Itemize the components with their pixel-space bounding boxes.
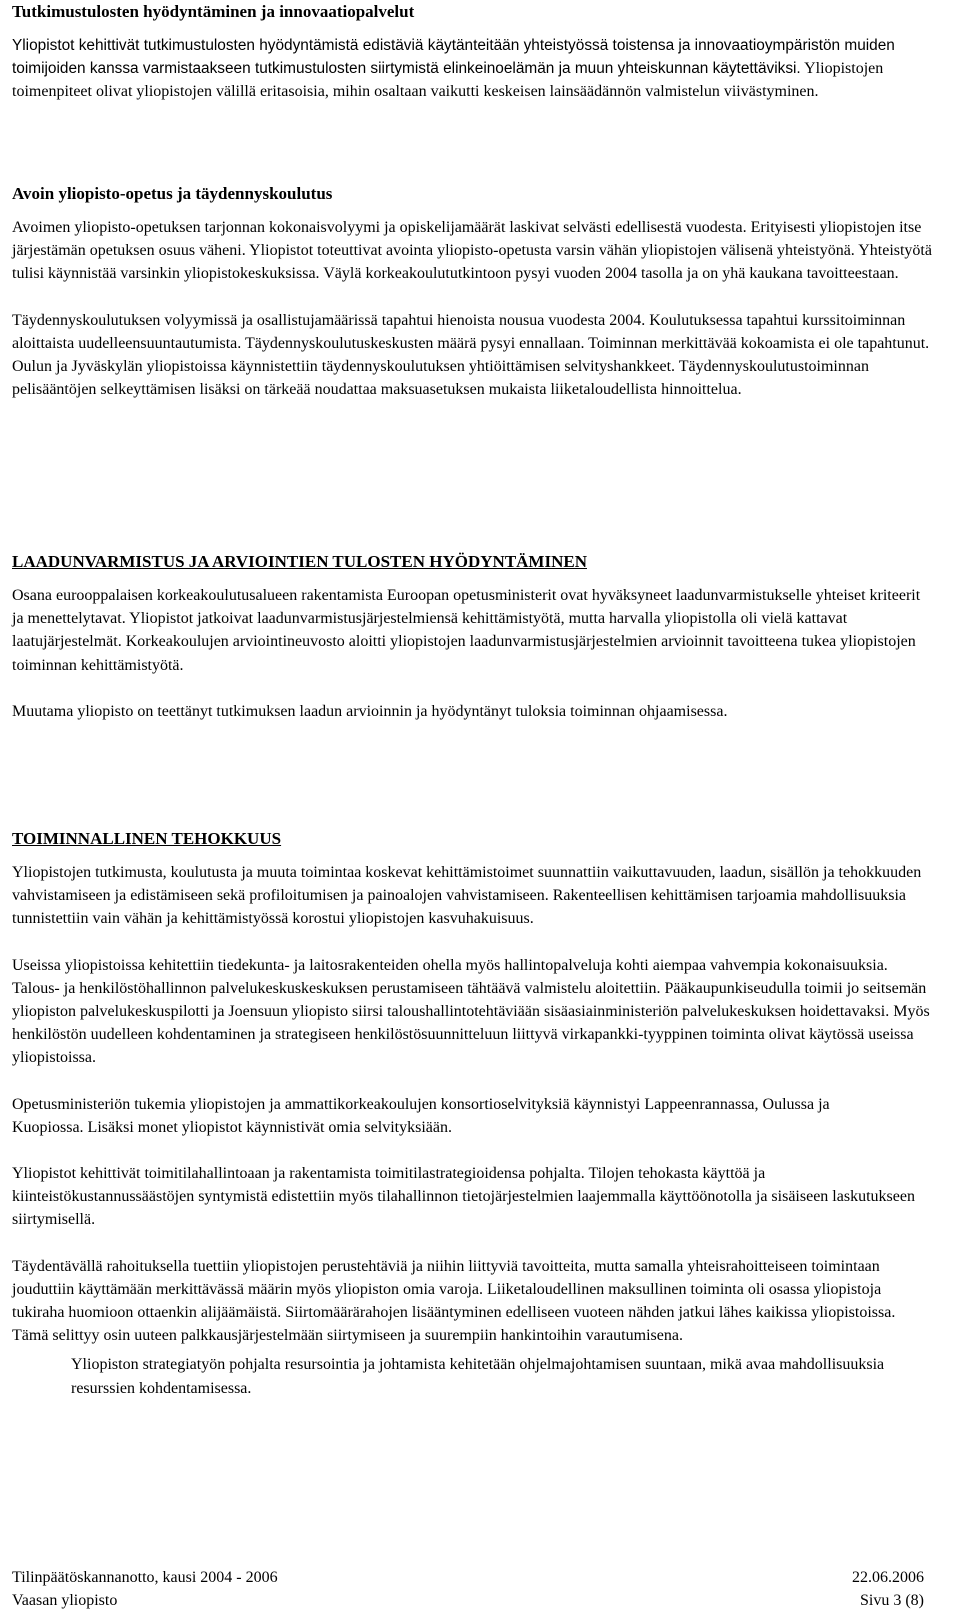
section-heading: LAADUNVARMISTUS JA ARVIOINTIEN TULOSTEN HYÖDYNTÄMINEN (12, 552, 587, 571)
paragraph: Useissa yliopistoissa kehitettiin tiedekunta- ja laitosrakenteiden ohella myös hallintopalveluja kohti aiempaa vahvempia kokonaisuuksia. Talous- ja henkilöstöhallinnon palvelukeskuskeskuksen perustamiseen tähtäävä valmistelu aloitettiin. Pääkaupunkiseudulla toimii jo seitsemän yliopiston palvelukeskuspilotti ja Joensuun yliopisto siirsi taloushallintotehtäviään sisäasiainministeriön palvelukeskuksen hoidettavaksi. Myös henkilöstön uudelleen kohdentaminen ja strategiseen henkilöstösuunnitteluun liittyvä virkapankki-tyyppinen toiminta olivat käytössä useissa yliopistoissa. (12, 956, 930, 1067)
section-operational-efficiency (12, 828, 930, 1400)
section-research-utilization (12, 0, 948, 104)
footer-row (12, 1589, 924, 1612)
section-quality-assurance (12, 551, 922, 723)
footer-date: 22.06.2006 (852, 1569, 924, 1586)
paragraph: Yliopistojen tutkimusta, koulutusta ja muuta toimintaa koskevat kehittämistoimet suunnattiin vaikuttavuuden, laadun, sisällön ja tehokkuuden vahvistamiseen ja edistämiseen sekä profiloitumisen ja painoalojen vahvistamiseen. Rakenteellisen kehittämisen tarjoamia mahdollisuuksia tunnistettiin vain vähän ja kehittämistyössä korostui yliopistojen kasvuhakuisuus. (12, 864, 922, 928)
indented-paragraph: Yliopiston strategiatyön pohjalta resursointia ja johtamista kehitetään ohjelmajohtamisen suuntaan, mikä avaa mahdollisuuksia resurssien kohdentamisessa. (71, 1356, 885, 1397)
paragraph: Opetusministeriön tukemia yliopistojen ja ammattikorkeakoulujen konsortioselvityksiä käynnistyi Lappeenrannassa, Oulussa ja Kuopiossa. Lisäksi monet yliopistot käynnistivät omia selvityksiään. (12, 1095, 830, 1136)
section-heading: TOIMINNALLINEN TEHOKKUUS (12, 829, 282, 848)
section-open-university (12, 183, 932, 401)
section-heading: Avoin yliopisto-opetus ja täydennyskoulutus (12, 184, 333, 203)
paragraph: Yliopistot kehittivät toimitilahallintoaan ja rakentamista toimitilastrategioidensa pohjalta. Tilojen tehokasta käyttöä ja kiinteistökustannussäästöjen syntymistä edistettiin myös tilahallinnon tietojärjestelmien laajemmalla käyttöönotolla ja sisäiseen laskutukseen siirtymisellä. (12, 1165, 915, 1229)
page-footer (12, 1566, 924, 1612)
paragraph: Täydentävällä rahoituksella tuettiin yliopistojen perustehtäviä ja niihin liittyviä tavoitteita, mutta samalla yhteisrahoitteiseen toimintaan jouduttiin käyttämään merkittävässä määrin myös yliopiston omia varoja. Liiketaloudellinen maksullinen toiminta oli osassa yliopistoja tukiraha huomioon ottaenkin alijäämäistä. Siirtomäärärahojen lisääntyminen edelliseen vuoteen nähden jatkui lähes kaikissa yliopistoissa. Tämä selittyy osin uuteen palkkausjärjestelmään siirtymiseen ja suurempiin hankintoihin varautumisena. (12, 1257, 896, 1345)
paragraph: Yliopistot kehittivät tutkimustulosten hyödyntämistä edistäviä käytänteitään yhteistyössä toistensa ja innovaatioympäristön muiden toimijoiden kanssa varmistaakseen tutkimustulosten siirtymistä elinkeinoelämän ja muun yhteiskunnan käytettäviksi. Yliopistojen toimenpiteet olivat yliopistojen välillä eritasoisia, mihin osaltaan vaikutti keskeisen lainsäädännön valmistelun viivästyminen. (12, 37, 895, 101)
paragraph: Osana eurooppalaisen korkeakoulutusalueen rakentamista Euroopan opetusministerit ovat hyväksyneet laadunvarmistukselle yhteiset kriteerit ja menettelytavat. Yliopistot jatkoivat laadunvarmistusjärjestelmiensä kehittämistyötä, mutta harvalla yliopistolla oli vielä kattavat laatujärjestelmät. Korkeakoulujen arviointineuvosto aloitti yliopistojen laadunvarmistusjärjestelmien arvioinnit tavoitteena tukea yliopistojen toiminnan kehittämistyötä. (12, 587, 921, 674)
section-heading: Tutkimustulosten hyödyntäminen ja innovaatiopalvelut (12, 2, 415, 21)
paragraph: Muutama yliopisto on teettänyt tutkimuksen laadun arvioinnin ja hyödyntänyt tuloksia toiminnan ohjaamisessa. (12, 702, 728, 720)
paragraph: Avoimen yliopisto-opetuksen tarjonnan kokonaisvolyymi ja opiskelijamäärät laskivat selvästi edellisestä vuodesta. Erityisesti yliopistojen itse järjestämän opetuksen osuus väheni. Yliopistot toteuttivat avointa yliopisto-opetusta varsin vähän yliopistojen välisenä yhteistyönä. Yhteistyötä tulisi käynnistää varsinkin yliopistokeskuksissa. Väylä korkeakoulututkintoon pysyi vuoden 2004 tasolla ja on yhä kaukana tavoitteestaan. (12, 219, 932, 283)
footer-row (12, 1566, 924, 1589)
footer-organization: Vaasan yliopisto (12, 1592, 118, 1609)
footer-page-number: Sivu 3 (8) (860, 1592, 924, 1609)
footer-document-title: Tilinpäätöskannanotto, kausi 2004 - 2006 (12, 1569, 278, 1586)
paragraph: Täydennyskoulutuksen volyymissä ja osallistujamäärissä tapahtui hienoista nousua vuodesta 2004. Koulutuksessa tapahtui kurssitoiminnan aloittaista uudelleensuuntautumista. Täydennyskoulutuskeskusten määrä pysyi ennallaan. Toiminnan merkittävää kokoamista ei ole tapahtunut. Oulun ja Jyväskylän yliopistoissa käynnistettiin täydennyskoulutuksen yhtiöittämisen selvityshankkeet. Täydennyskoulutustoiminnan pelisääntöjen selkeyttämisen lisäksi on tärkeää noudattaa maksuasetuksen mukaista liiketaloudellista hinnoittelua. (12, 311, 930, 399)
